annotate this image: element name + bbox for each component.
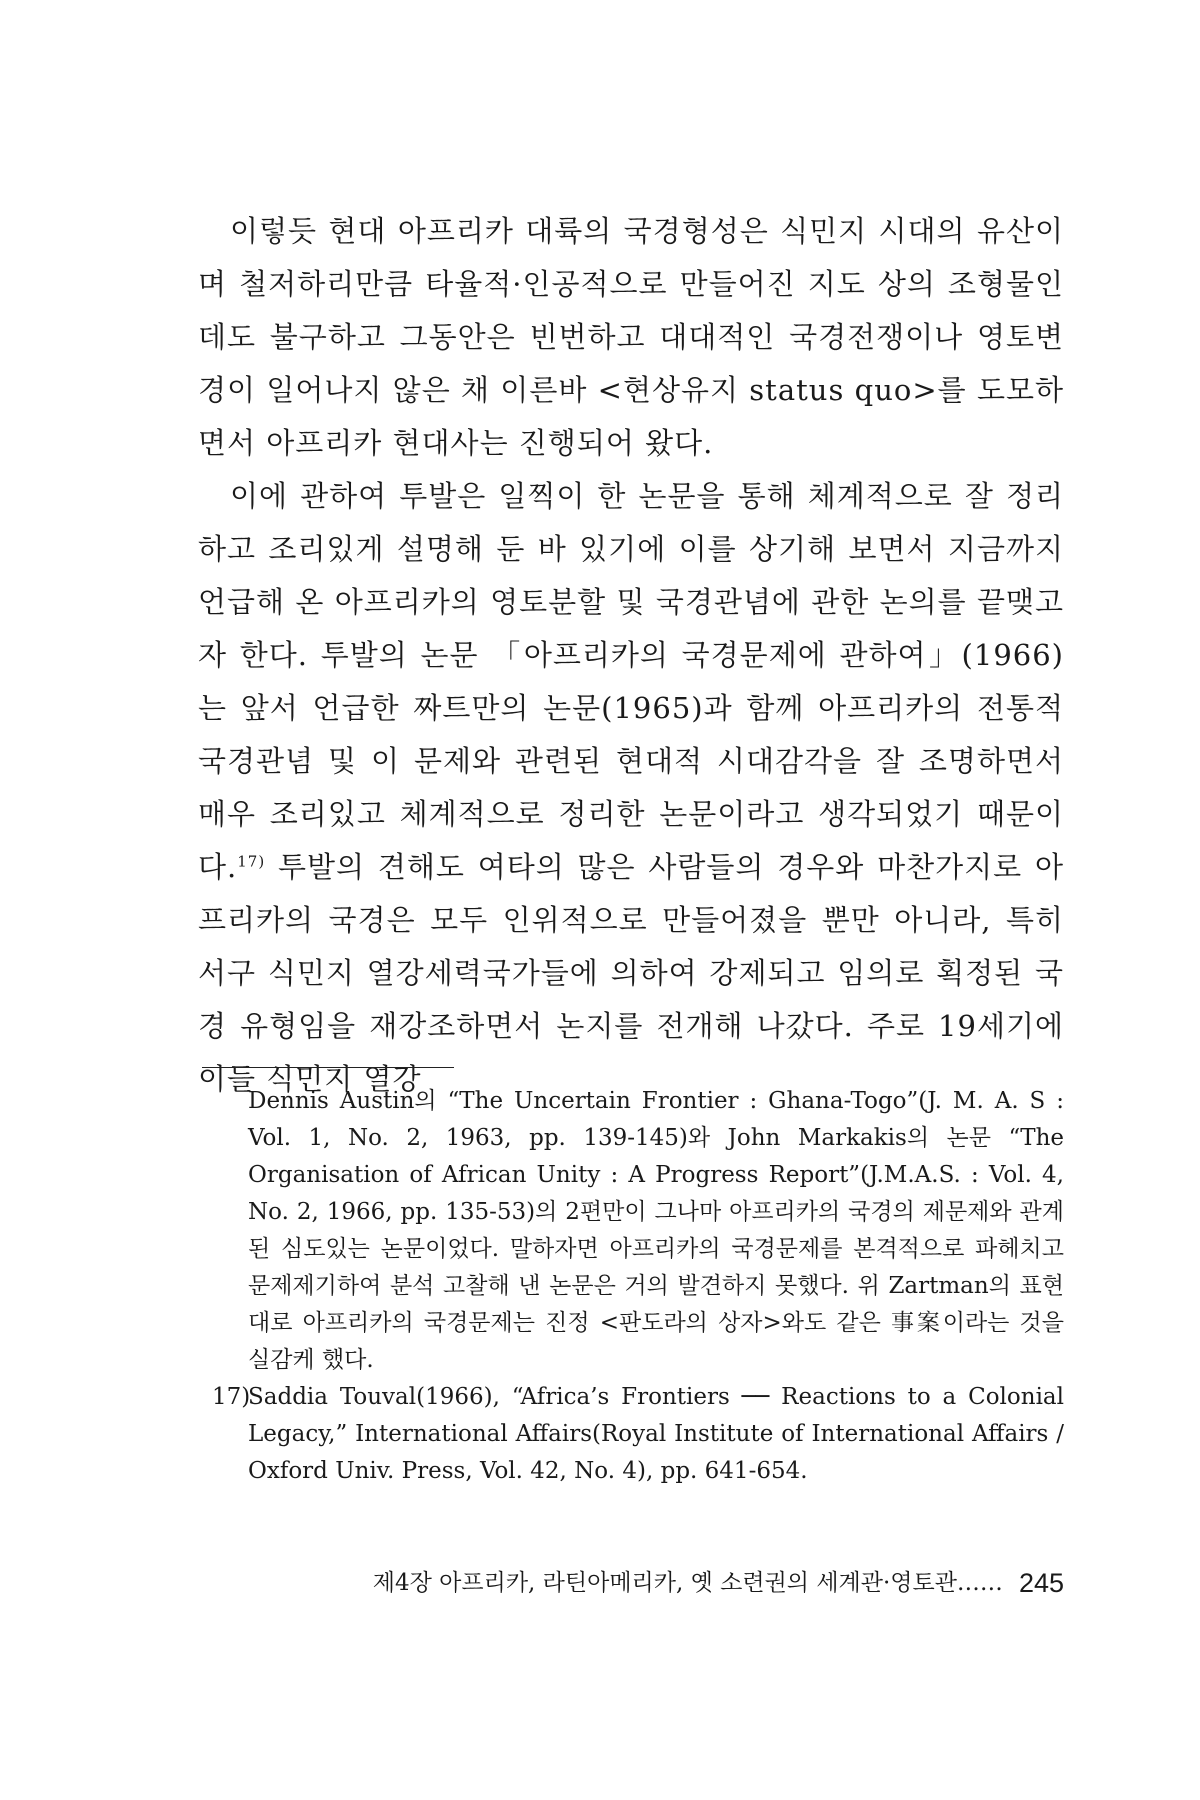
paragraph-2 — [198, 470, 1064, 1106]
main-text — [198, 205, 1064, 1106]
footnote-17-number: 17) — [212, 1384, 251, 1410]
page-footer — [292, 1566, 1064, 1600]
paragraph-2-text-b: 투발의 견해도 여타의 많은 사람들의 경우와 마찬가지로 아프리카의 국경은 모두 인위적으로 만들어졌을 뿐만 아니라, 특히 서구 식민지 열강세력국가들에 의하여 강제되고 임의로 획정된 국경 유형임을 재강조하면서 논지를 전개해 나갔다. 주로 19세기에 이들 식민지 열강 — [198, 850, 1064, 1096]
footnote-17 — [212, 1379, 1064, 1490]
paragraph-2-text-a: 이에 관하여 투발은 일찍이 한 논문을 통해 체계적으로 잘 정리하고 조리있게 설명해 둔 바 있기에 이를 상기해 보면서 지금까지 언급해 온 아프리카의 영토분할 및 국경관념에 관한 논의를 끝맺고자 한다. 투발의 논문 「아프리카의 국경문제에 관하여」(1966)는 앞서 언급한 짜트만의 논문(1965)과 함께 아프리카의 전통적 국경관념 및 이 문제와 관련된 현대적 시대감각을 잘 조명하면서 매우 조리있고 체계적으로 정리한 논문이라고 생각되었기 때문이다. — [198, 479, 1064, 884]
footnotes — [212, 1083, 1064, 1490]
running-head: 제4장 아프리카, 라틴아메리카, 옛 소련권의 세계관·영토관…… — [372, 1570, 1003, 1596]
footnote-17-text: Saddia Touval(1966), “Africa’s Frontiers ── Reactions to a Colonial Legacy,” International Affairs(Royal Institute of International Affairs / Oxford Univ. Press, Vol. 42, No. 4), pp. 641-654. — [248, 1384, 1064, 1484]
paragraph-1: 이렇듯 현대 아프리카 대륙의 국경형성은 식민지 시대의 유산이며 철저하리만큼 타율적·인공적으로 만들어진 지도 상의 조형물인데도 불구하고 그동안은 빈번하고 대대적인 국경전쟁이나 영토변경이 일어나지 않은 채 이른바 <현상유지 status quo>를 도모하면서 아프리카 현대사는 진행되어 왔다. — [198, 214, 1064, 460]
page-number: 245 — [1018, 1568, 1064, 1598]
footnote-reference-17: 17) — [237, 852, 266, 871]
footnote-divider — [202, 1067, 454, 1068]
footnote-continuation: Dennis Austin의 “The Uncertain Frontier : Ghana-Togo”(J. M. A. S : Vol. 1, No. 2, 1963, pp. 139-145)와 John Markakis의 논문 “The Organisation of African Unity : A Progress Report”(J.M.A.S. : Vol. 4, No. 2, 1966, pp. 135-53)의 2편만이 그나마 아프리카의 국경의 제문제와 관계된 심도있는 논문이었다. 말하자면 아프리카의 국경문제를 본격적으로 파헤치고 문제제기하여 분석 고찰해 낸 논문은 거의 발견하지 못했다. 위 Zartman의 표현대로 아프리카의 국경문제는 진정 <판도라의 상자>와도 같은 事案이라는 것을 실감케 했다. — [248, 1088, 1064, 1373]
